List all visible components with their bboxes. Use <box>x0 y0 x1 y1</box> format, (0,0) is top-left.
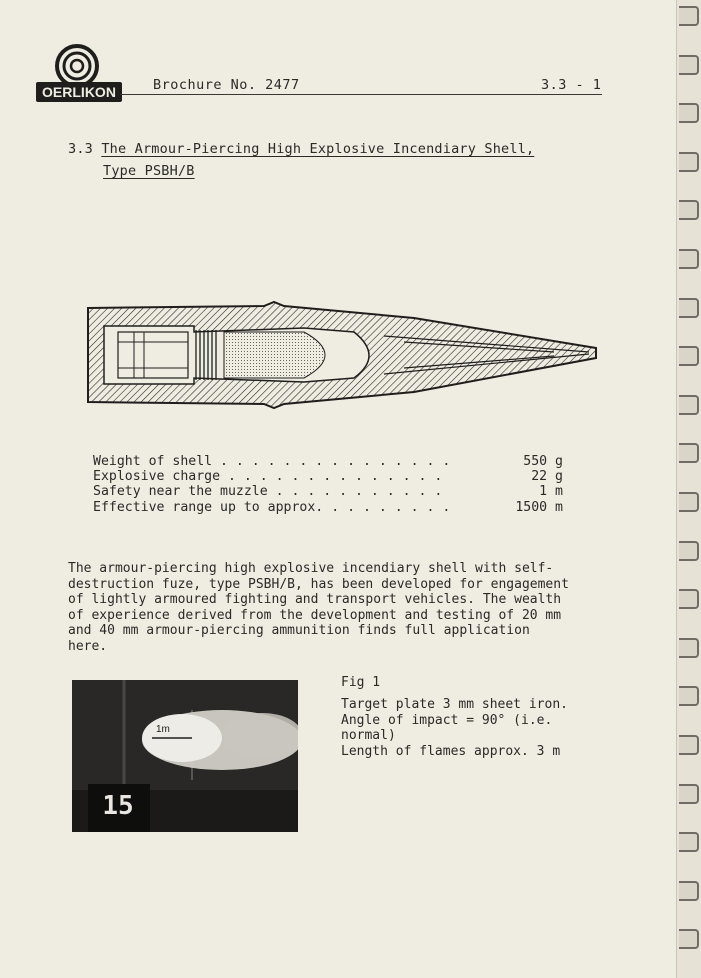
binding-ring <box>679 55 699 75</box>
photo-marker-label: 1m <box>156 724 170 735</box>
impact-test-photo <box>72 680 298 832</box>
binding-ring <box>679 735 699 755</box>
spec-label: Weight of shell <box>93 454 213 469</box>
binding-ring <box>679 881 699 901</box>
spec-label: Safety near the muzzle <box>93 484 268 500</box>
description-paragraph: The armour-piercing high explosive incendiary shell with self- destruction fuze, type PSBH/B, has been developed for engagement of lightly armoured fighting and transport vehicles. The wealth of experience derived from the development and testing of 20 mm and 40 mm armour-piercing ammunition finds full application here. <box>68 561 569 654</box>
section-number: 3.3 <box>68 141 93 157</box>
title-line-2: Type PSBH/B <box>103 163 195 179</box>
header-rule <box>120 94 602 95</box>
spec-value: 22 g <box>531 469 563 485</box>
spec-leader-dots: . . . . . . . . . . . . . . <box>220 469 443 485</box>
spec-row <box>93 500 563 515</box>
spec-leader-dots: . . . . . . . . . . . <box>267 484 443 500</box>
binding-ring <box>679 686 699 706</box>
spec-row <box>93 469 563 484</box>
photo-number: 15 <box>102 791 134 821</box>
spec-leader-dots: . . . . . . . . <box>323 499 451 515</box>
binding-ring <box>679 443 699 463</box>
figure-label: Fig 1 <box>341 675 381 690</box>
spec-value: 1 m <box>539 484 563 500</box>
binding-ring <box>679 492 699 512</box>
spec-row <box>93 454 563 469</box>
binding-ring <box>679 103 699 123</box>
spec-value: 1500 m <box>515 499 563 515</box>
binding-ring <box>679 200 699 220</box>
logo-text: OERLIKON <box>42 84 116 100</box>
binding-ring <box>679 784 699 804</box>
section-title <box>68 138 534 182</box>
spec-label: Explosive charge <box>93 469 221 485</box>
shell-cross-section-drawing <box>84 296 600 414</box>
binding-ring <box>679 152 699 172</box>
spec-value: 550 g <box>523 454 563 469</box>
spec-label: Effective range up to approx. <box>93 499 324 515</box>
binding-ring <box>679 249 699 269</box>
spec-row <box>93 484 563 499</box>
binding-ring <box>679 832 699 852</box>
binding-ring <box>679 395 699 415</box>
binding-ring <box>679 298 699 318</box>
specifications-table <box>93 454 563 515</box>
binding-ring <box>679 541 699 561</box>
binding-ring <box>679 346 699 366</box>
brochure-number: Brochure No. 2477 <box>153 77 300 93</box>
binding-ring <box>679 929 699 949</box>
page-number: 3.3 - 1 <box>541 77 602 93</box>
oerlikon-logo <box>36 44 122 106</box>
title-line-1: The Armour-Piercing High Explosive Incendiary Shell, <box>101 141 535 157</box>
spec-leader-dots: . . . . . . . . . . . . . . . <box>212 454 451 469</box>
binding-ring <box>679 638 699 658</box>
binding-ring <box>679 589 699 609</box>
binding-spine <box>676 0 701 978</box>
figure-caption: Target plate 3 mm sheet iron. Angle of impact = 90° (i.e. normal) Length of flames approx. 3 m <box>341 697 568 759</box>
binding-ring <box>679 6 699 26</box>
